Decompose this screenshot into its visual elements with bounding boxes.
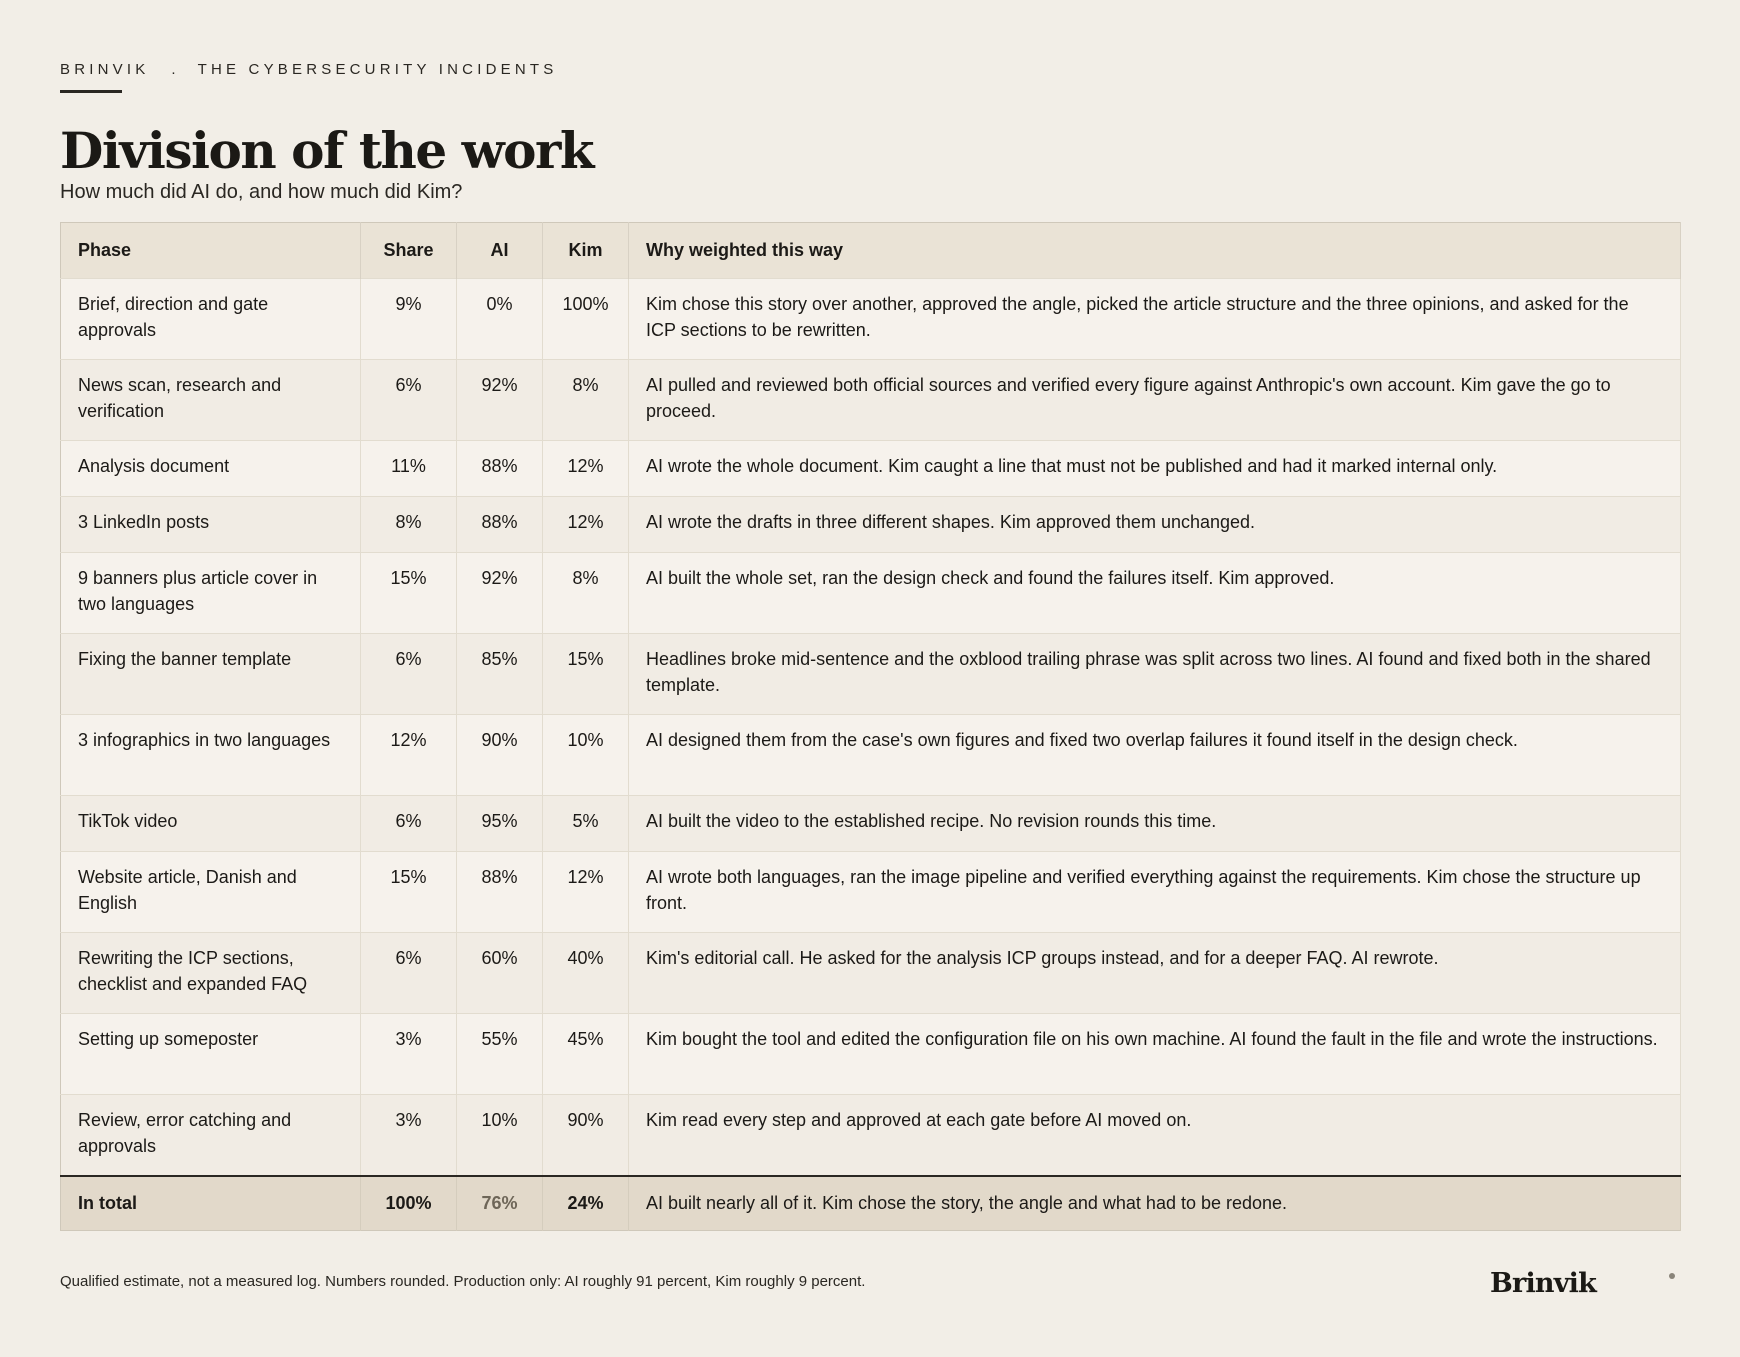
- total-kim: 24%: [543, 1176, 629, 1231]
- kicker-brand: BRINVIK: [60, 60, 150, 78]
- cell-phase: Website article, Danish and English: [61, 852, 361, 933]
- cell-ai: 88%: [457, 497, 543, 553]
- cell-ai: 10%: [457, 1095, 543, 1176]
- cell-share: 6%: [361, 360, 457, 441]
- table-row: [61, 441, 1681, 497]
- table-row: [61, 279, 1681, 360]
- cell-share: 8%: [361, 497, 457, 553]
- cell-share: 6%: [361, 933, 457, 1014]
- kicker-section: THE CYBERSECURITY INCIDENTS: [197, 60, 558, 78]
- table-row: [61, 796, 1681, 852]
- cell-kim: 45%: [543, 1014, 629, 1095]
- cell-phase: 3 LinkedIn posts: [61, 497, 361, 553]
- cell-kim: 15%: [543, 634, 629, 715]
- table-row: [61, 634, 1681, 715]
- cell-share: 6%: [361, 634, 457, 715]
- cell-ai: 92%: [457, 553, 543, 634]
- work-division-table: [60, 222, 1681, 1231]
- cell-phase: Brief, direction and gate approvals: [61, 279, 361, 360]
- table-row: [61, 553, 1681, 634]
- total-share: 100%: [361, 1176, 457, 1231]
- cell-phase: Review, error catching and approvals: [61, 1095, 361, 1176]
- total-ai: 76%: [457, 1176, 543, 1231]
- cell-ai: 85%: [457, 634, 543, 715]
- table-body: [61, 279, 1681, 1176]
- cell-why: AI built the whole set, ran the design check and found the failures itself. Kim approved.: [629, 553, 1681, 634]
- header-why: Why weighted this way: [629, 223, 1681, 279]
- cell-why: AI wrote both languages, ran the image pipeline and verified everything against the requirements. Kim chose the structure up front.: [629, 852, 1681, 933]
- cell-phase: 9 banners plus article cover in two languages: [61, 553, 361, 634]
- kicker: [60, 60, 1680, 78]
- header-ai: AI: [457, 223, 543, 279]
- cell-kim: 40%: [543, 933, 629, 1014]
- cell-why: AI wrote the whole document. Kim caught a line that must not be published and had it marked internal only.: [629, 441, 1681, 497]
- cell-ai: 88%: [457, 441, 543, 497]
- cell-kim: 12%: [543, 497, 629, 553]
- total-phase: In total: [61, 1176, 361, 1231]
- total-row: [61, 1176, 1681, 1231]
- brand-logo: Brinvik: [1490, 1268, 1596, 1299]
- table-row: [61, 852, 1681, 933]
- page-subtitle: How much did AI do, and how much did Kim?: [60, 181, 463, 203]
- cell-ai: 60%: [457, 933, 543, 1014]
- cell-phase: TikTok video: [61, 796, 361, 852]
- cell-why: AI wrote the drafts in three different shapes. Kim approved them unchanged.: [629, 497, 1681, 553]
- cell-share: 3%: [361, 1014, 457, 1095]
- page-title: Division of the work: [60, 121, 593, 180]
- table-row: [61, 497, 1681, 553]
- cell-kim: 12%: [543, 441, 629, 497]
- cell-kim: 12%: [543, 852, 629, 933]
- cell-kim: 90%: [543, 1095, 629, 1176]
- cell-why: Kim chose this story over another, approved the angle, picked the article structure and the three opinions, and asked for the ICP sections to be rewritten.: [629, 279, 1681, 360]
- kicker-rule: [60, 90, 122, 93]
- header-row: [61, 223, 1681, 279]
- header-phase: Phase: [61, 223, 361, 279]
- cell-share: 12%: [361, 715, 457, 796]
- cell-kim: 5%: [543, 796, 629, 852]
- kicker-separator: .: [171, 60, 176, 78]
- cell-why: AI pulled and reviewed both official sources and verified every figure against Anthropic's own account. Kim gave the go to proceed.: [629, 360, 1681, 441]
- cell-ai: 92%: [457, 360, 543, 441]
- cell-phase: Fixing the banner template: [61, 634, 361, 715]
- cell-share: 15%: [361, 852, 457, 933]
- table-row: [61, 933, 1681, 1014]
- cell-share: 11%: [361, 441, 457, 497]
- cell-why: Kim bought the tool and edited the configuration file on his own machine. AI found the fault in the file and wrote the instructions.: [629, 1014, 1681, 1095]
- cell-share: 3%: [361, 1095, 457, 1176]
- table-row: [61, 715, 1681, 796]
- cell-kim: 100%: [543, 279, 629, 360]
- table-header: [61, 223, 1681, 279]
- cell-why: Headlines broke mid-sentence and the oxblood trailing phrase was split across two lines. AI found and fixed both in the shared template.: [629, 634, 1681, 715]
- cell-kim: 8%: [543, 553, 629, 634]
- cell-share: 15%: [361, 553, 457, 634]
- cell-ai: 55%: [457, 1014, 543, 1095]
- cell-ai: 0%: [457, 279, 543, 360]
- table-row: [61, 1095, 1681, 1176]
- header-share: Share: [361, 223, 457, 279]
- cell-kim: 8%: [543, 360, 629, 441]
- cell-phase: News scan, research and verification: [61, 360, 361, 441]
- table-total: [61, 1176, 1681, 1231]
- total-why: AI built nearly all of it. Kim chose the story, the angle and what had to be redone.: [629, 1176, 1681, 1231]
- cell-ai: 88%: [457, 852, 543, 933]
- table-row: [61, 360, 1681, 441]
- cell-share: 6%: [361, 796, 457, 852]
- cell-why: Kim read every step and approved at each gate before AI moved on.: [629, 1095, 1681, 1176]
- cell-phase: Analysis document: [61, 441, 361, 497]
- header-kim: Kim: [543, 223, 629, 279]
- cell-why: Kim's editorial call. He asked for the analysis ICP groups instead, and for a deeper FAQ. AI rewrote.: [629, 933, 1681, 1014]
- cell-phase: Rewriting the ICP sections, checklist and expanded FAQ: [61, 933, 361, 1014]
- cell-kim: 10%: [543, 715, 629, 796]
- footnote: Qualified estimate, not a measured log. Numbers rounded. Production only: AI roughly 91 percent, Kim roughly 9 percent.: [60, 1273, 866, 1290]
- corner-dot: [1669, 1273, 1675, 1279]
- cell-ai: 90%: [457, 715, 543, 796]
- cell-ai: 95%: [457, 796, 543, 852]
- cell-phase: Setting up someposter: [61, 1014, 361, 1095]
- cell-phase: 3 infographics in two languages: [61, 715, 361, 796]
- cell-share: 9%: [361, 279, 457, 360]
- table-row: [61, 1014, 1681, 1095]
- cell-why: AI built the video to the established recipe. No revision rounds this time.: [629, 796, 1681, 852]
- cell-why: AI designed them from the case's own figures and fixed two overlap failures it found itself in the design check.: [629, 715, 1681, 796]
